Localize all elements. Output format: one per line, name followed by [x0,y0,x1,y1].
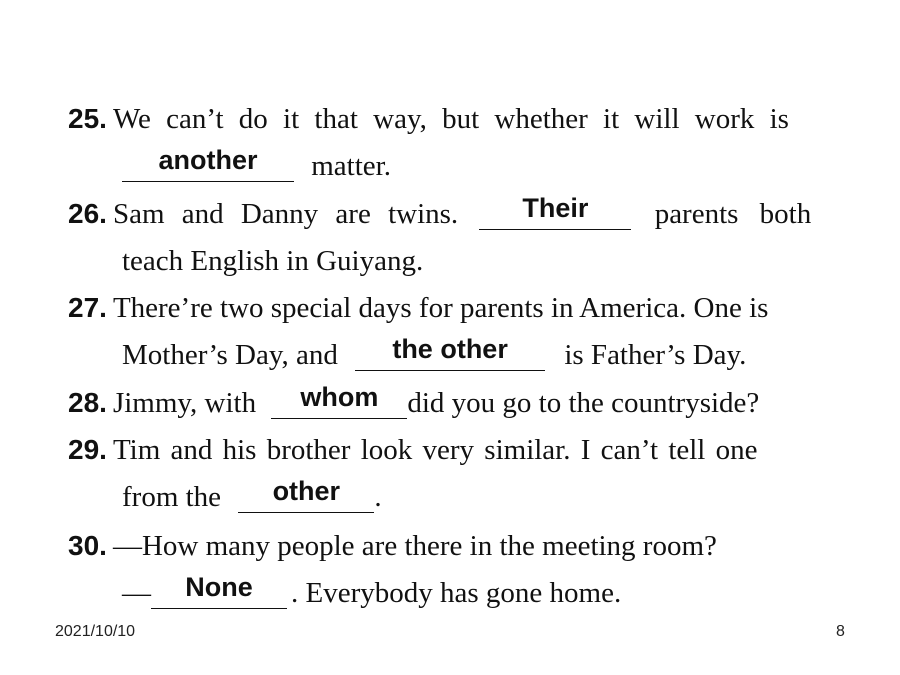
question-text: from the [122,481,222,513]
answer-blank [151,572,287,609]
dialog-dash: — [122,577,151,609]
question-text: teach English in Guiyang. [122,245,424,277]
question-25-line2 [122,145,391,184]
question-text: —How many people are there in the meeting room? [112,530,717,562]
question-text: We can’t do it that way, but whether it will work is [112,103,789,135]
answer-text: Their [522,193,589,223]
question-25-line1: 25. We can’t do it that way, but whether it will work is [68,103,789,135]
footer-date: 2021/10/10 [55,623,136,640]
question-26-line2 [122,243,423,279]
answer-blank [122,145,294,182]
question-text: Mother’s Day, and [122,339,338,371]
question-number: 30 [68,530,100,561]
answer-blank [479,193,631,230]
answer-text: another [158,145,258,175]
answer-text: whom [300,382,379,412]
question-26-line1: 26. Sam and Danny are twins. Their parents both [68,193,812,230]
question-number: 26 [68,198,100,229]
question-text: is Father’s Day. [564,339,747,371]
answer-text: other [272,476,341,506]
question-number: 27 [68,292,100,323]
question-29-line1: 29. Tim and his brother look very similar. I can’t tell one [68,434,758,466]
question-text: matter. [311,150,391,182]
question-number: 29 [68,434,100,465]
question-text: . [374,481,382,513]
page-number: 8 [836,623,845,640]
question-text: Sam and Danny are twins. [112,198,459,230]
question-30-line1: 30. —How many people are there in the meeting room? [68,530,717,562]
question-text: parents both [654,198,812,230]
answer-blank [238,476,374,513]
question-number: 25 [68,103,100,134]
answer-text: the other [392,334,508,364]
answer-text: None [185,572,253,602]
question-text: Jimmy, with [112,387,257,419]
question-27-line1: 27. There’re two special days for parents in America. One is [68,292,769,324]
question-29-line2 [122,476,382,515]
answer-blank [355,334,545,371]
question-text: . Everybody has gone home. [291,577,622,609]
question-number: 28 [68,387,100,418]
question-text: did you go to the countryside? [407,387,760,419]
question-text: There’re two special days for parents in America. One is [112,292,769,324]
answer-blank [271,382,407,419]
question-27-line2 [122,334,747,373]
question-text: Tim and his brother look very similar. I can’t tell one [112,434,758,466]
question-28-line1: 28. Jimmy, with whom did you go to the countryside? [68,382,760,419]
question-30-line2 [122,572,622,611]
